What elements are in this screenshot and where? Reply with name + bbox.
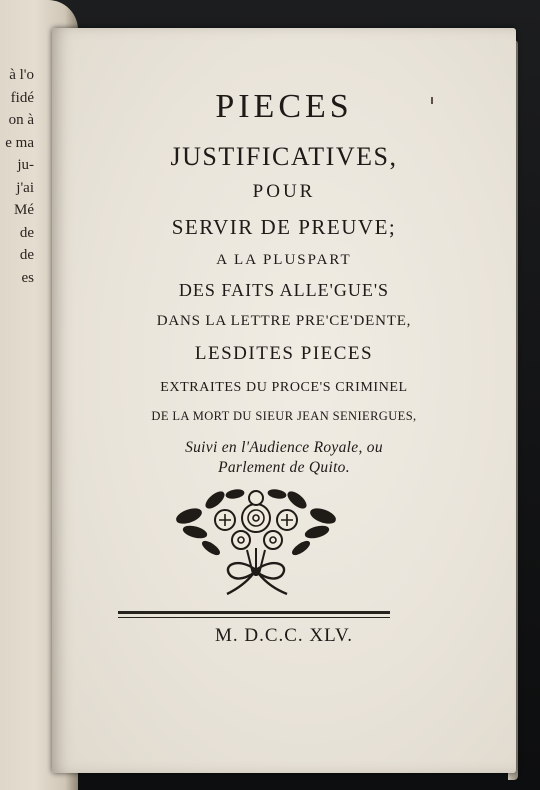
title-line-lesdites: LESDITES PIECES — [194, 343, 374, 364]
title-line-extraites: EXTRAITES DU PROCE'S CRIMINEL — [160, 380, 408, 395]
left-page-fragment: de — [19, 247, 34, 263]
left-page-text — [0, 64, 34, 289]
left-page-fragment: on à — [8, 112, 34, 128]
left-page-fragment: fidé — [10, 89, 34, 106]
title-page — [52, 28, 516, 773]
title-line-pluspart: A LA PLUSPART — [216, 252, 352, 268]
title-line-quito: Parlement de Quito. — [218, 459, 350, 476]
thick-rule — [118, 611, 390, 614]
left-page-fragment: de — [19, 224, 34, 241]
left-page-fragment: es — [21, 269, 34, 286]
left-page-fragment: ju- — [17, 157, 34, 173]
title-line-justificatives: JUSTIFICATIVES, — [170, 142, 398, 171]
left-page-fragment: e ma — [5, 134, 34, 151]
title-line-suivi: Suivi en l'Audience Royale, ou — [185, 439, 383, 456]
title-line-mort: DE LA MORT DU SIEUR JEAN SENIERGUES, — [151, 409, 417, 423]
title-line-pour: POUR — [252, 181, 316, 202]
imprint-date: M. D.C.C. XLV. — [214, 625, 354, 646]
left-page-fragment: à l'o — [9, 67, 34, 83]
title-line-faits: DES FAITS ALLE'GUE'S — [178, 280, 390, 300]
floral-bouquet-ornament-icon — [175, 486, 337, 598]
title-line-pieces: PIECES — [215, 88, 353, 125]
thin-rule — [118, 617, 390, 618]
title-line-servir: SERVIR DE PREUVE; — [171, 215, 397, 239]
left-page-fragment: Mé — [14, 202, 34, 218]
title-line-lettre: DANS LA LETTRE PRE'CE'DENTE, — [156, 313, 412, 329]
left-page-fragment: j'ai — [16, 179, 34, 196]
